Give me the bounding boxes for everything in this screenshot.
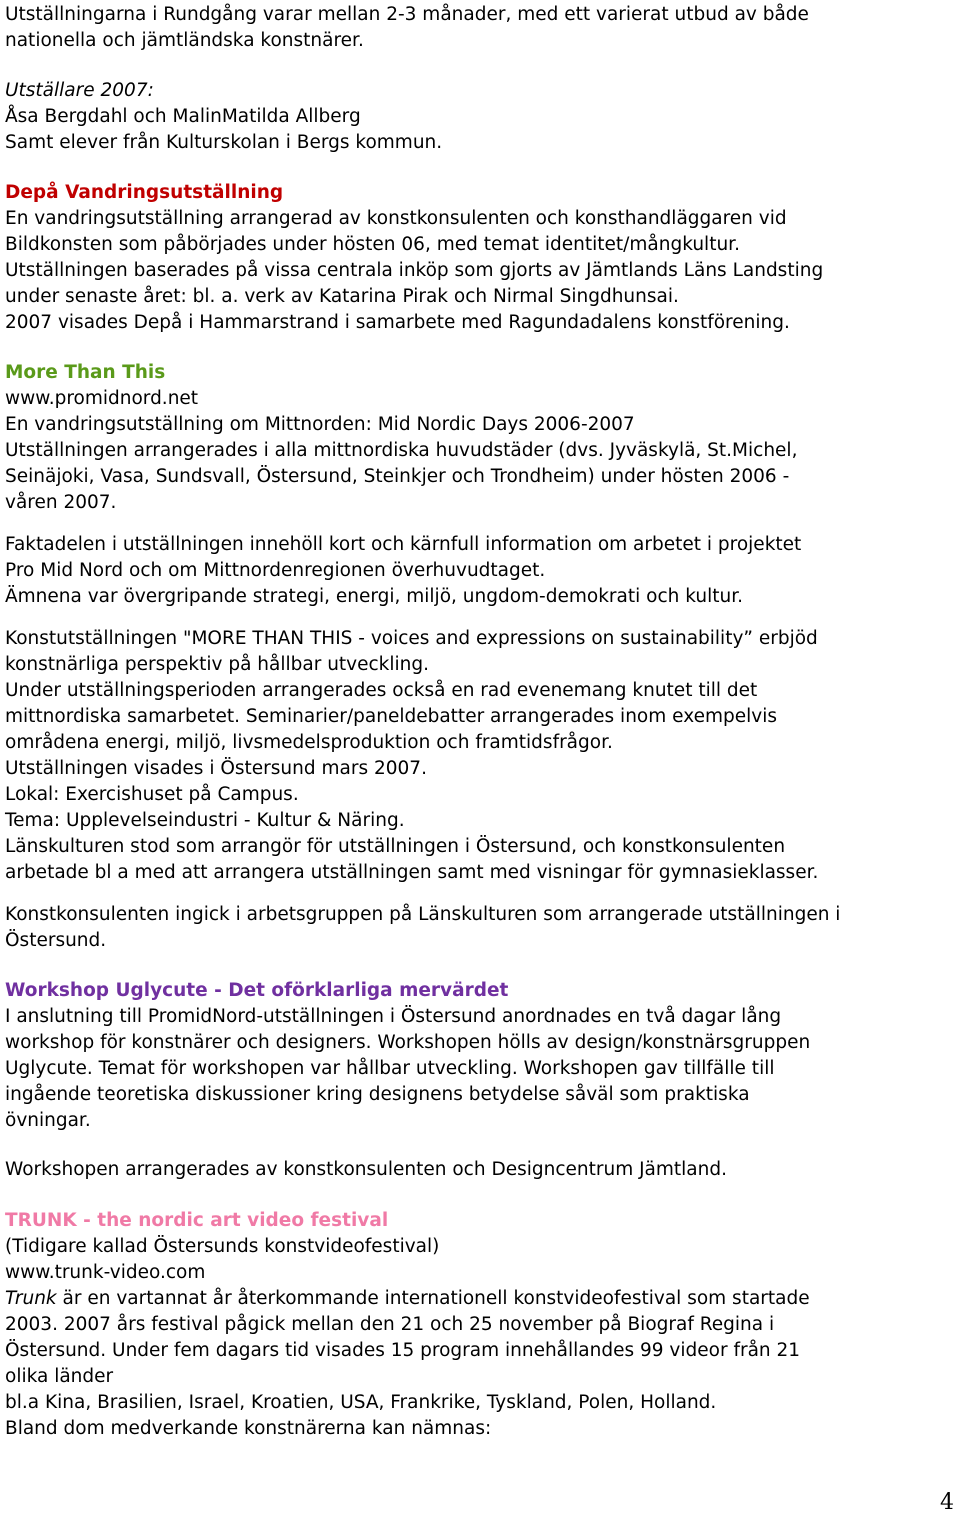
workshop-line: Uglycute. Temat för workshopen var hållbar utveckling. Workshopen gav tillfälle till — [5, 1058, 775, 1079]
art-line: arbetade bl a med att arrangera utställningen samt med visningar för gymnasieklasser. — [5, 862, 819, 883]
workshop-closing: Workshopen arrangerades av konstkonsulenten och Designcentrum Jämtland. — [5, 1159, 727, 1180]
depa-line: En vandringsutställning arrangerad av konstkonsulenten och konsthandläggaren vid — [5, 208, 787, 229]
trunk-line — [5, 1286, 810, 1312]
depa-line: Utställningen baserades på vissa centrala inköp som gjorts av Jämtlands Läns Landsting — [5, 260, 824, 281]
trunk-subtitle: (Tidigare kallad Östersunds konstvideofestival) — [5, 1236, 440, 1257]
art-line: mittnordiska samarbetet. Seminarier/paneldebatter arrangerades inom exempelvis — [5, 706, 777, 727]
depa-line: under senaste året: bl. a. verk av Katarina Pirak och Nirmal Singdhunsai. — [5, 286, 679, 307]
workshop-line: övningar. — [5, 1110, 91, 1131]
fact-line: Pro Mid Nord och om Mittnordenregionen överhuvudtaget. — [5, 560, 546, 581]
art-line: Utställningen visades i Östersund mars 2007. — [5, 758, 427, 779]
intro-line: nationella och jämtländska konstnärer. — [5, 30, 364, 51]
art-line: områdena energi, miljö, livsmedelsproduktion och framtidsfrågor. — [5, 732, 613, 753]
art-line: Lokal: Exercishuset på Campus. — [5, 784, 299, 805]
art-line: Tema: Upplevelseindustri - Kultur & Näring. — [5, 810, 405, 831]
more-than-this-url: www.promidnord.net — [5, 388, 199, 409]
fact-line: Ämnena var övergripande strategi, energi, miljö, ungdom-demokrati och kultur. — [5, 586, 743, 607]
trunk-line-rest: är en vartannat år återkommande internationell konstvideofestival som startade — [56, 1288, 810, 1309]
trunk-line: bl.a Kina, Brasilien, Israel, Kroatien, USA, Frankrike, Tyskland, Polen, Holland. — [5, 1392, 717, 1413]
exhibitors-line: Samt elever från Kulturskolan i Bergs kommun. — [5, 132, 443, 153]
trunk-name: Trunk — [5, 1288, 57, 1309]
workshop-heading: Workshop Uglycute - Det oförklarliga mervärdet — [5, 980, 509, 1001]
more-than-this-line: Utställningen arrangerades i alla mittnordiska huvudstäder (dvs. Jyväskylä, St.Michel, — [5, 440, 798, 461]
exhibitors-label: Utställare 2007: — [5, 80, 154, 101]
trunk-url: www.trunk-video.com — [5, 1262, 206, 1283]
depa-heading: Depå Vandringsutställning — [5, 182, 284, 203]
trunk-line: Östersund. Under fem dagars tid visades 15 program innehållandes 99 videor från 21 — [5, 1340, 801, 1361]
art-line: konstnärliga perspektiv på hållbar utveckling. — [5, 654, 430, 675]
exhibitors-line: Åsa Bergdahl och MalinMatilda Allberg — [5, 106, 361, 127]
depa-line: 2007 visades Depå i Hammarstrand i samarbete med Ragundadalens konstförening. — [5, 312, 790, 333]
trunk-line: 2003. 2007 års festival pågick mellan den 21 och 25 november på Biograf Regina i — [5, 1314, 775, 1335]
trunk-line: olika länder — [5, 1366, 114, 1387]
workshop-line: I anslutning till PromidNord-utställningen i Östersund anordnades en två dagar lång — [5, 1006, 782, 1027]
art-line: Länskulturen stod som arrangör för utställningen i Östersund, och konstkonsulenten — [5, 836, 786, 857]
art-line: Under utställningsperioden arrangerades också en rad evenemang knutet till det — [5, 680, 758, 701]
more-than-this-line: En vandringsutställning om Mittnorden: Mid Nordic Days 2006-2007 — [5, 414, 635, 435]
depa-line: Bildkonsten som påbörjades under hösten 06, med temat identitet/mångkultur. — [5, 234, 740, 255]
workshop-line: ingående teoretiska diskussioner kring designens betydelse såväl som praktiska — [5, 1084, 750, 1105]
more-than-this-line: våren 2007. — [5, 492, 117, 513]
intro-line: Utställningarna i Rundgång varar mellan 2-3 månader, med ett varierat utbud av både — [5, 4, 809, 25]
workshop-line: workshop för konstnärer och designers. Workshopen hölls av design/konstnärsgruppen — [5, 1032, 811, 1053]
page-number: 4 — [940, 1490, 954, 1515]
fact-line: Faktadelen i utställningen innehöll kort och kärnfull information om arbetet i projektet — [5, 534, 802, 555]
group-line: Östersund. — [5, 930, 107, 951]
art-line: Konstutställningen "MORE THAN THIS - voices and expressions on sustainability” erbjöd — [5, 628, 818, 649]
trunk-line: Bland dom medverkande konstnärerna kan nämnas: — [5, 1418, 492, 1439]
more-than-this-line: Seinäjoki, Vasa, Sundsvall, Östersund, Steinkjer och Trondheim) under hösten 2006 - — [5, 466, 790, 487]
group-line: Konstkonsulenten ingick i arbetsgruppen på Länskulturen som arrangerade utställningen i — [5, 904, 841, 925]
trunk-heading: TRUNK - the nordic art video festival — [5, 1210, 389, 1231]
more-than-this-heading: More Than This — [5, 362, 166, 383]
